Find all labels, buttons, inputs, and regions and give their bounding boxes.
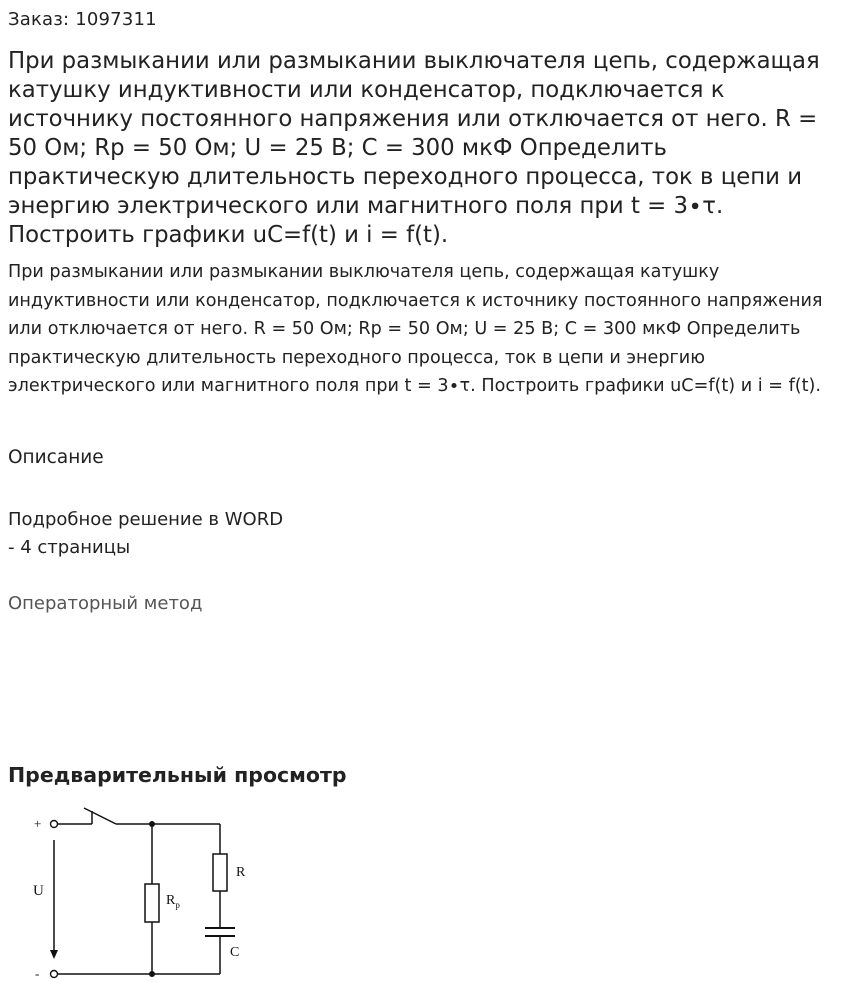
solution-format-line: Подробное решение в WORD <box>8 509 284 530</box>
plus-label: + <box>34 816 42 831</box>
method-label: Операторный метод <box>8 593 203 614</box>
minus-terminal <box>51 971 58 978</box>
rp-label-subscript: p <box>175 900 180 910</box>
page-title: При размыкании или размыкании выключателя цепь, содержащая катушку индуктивности или конденсатор, подключается к источнику постоянного напряжения или отключается от него. R = 50 Ом; Rp = 50 Ом; U = 25 В; С = 300 мкФ Определить практическую длительность переходного процесса, ток в цепи и энергию электрического или магнитного поля при t = 3∙τ. Построить графики uC=f(t) и i = f(t). <box>8 48 820 248</box>
minus-label: - <box>35 966 40 981</box>
description-heading: Описание <box>8 447 104 468</box>
order-number: Заказ: 1097311 <box>8 9 157 30</box>
source-voltage-label: U <box>33 883 44 899</box>
circuit-schematic <box>20 800 260 990</box>
switch-blade <box>84 808 116 824</box>
c-label: C <box>230 945 240 960</box>
r-label: R <box>236 865 246 880</box>
circuit-wires <box>54 808 220 974</box>
bottom-junction <box>149 971 155 977</box>
voltage-arrowhead <box>50 950 58 959</box>
plus-terminal <box>51 821 58 828</box>
resistor-r <box>213 854 227 891</box>
resistor-rp <box>145 884 159 922</box>
problem-text: При размыкании или размыкании выключателя цепь, содержащая катушку индуктивности или конденсатор, подключается к источнику постоянного напряжения или отключается от него. R = 50 Ом; Rp = 50 Ом; U = 25 В; С = 300 мкФ Определить практическую длительность переходного процесса, ток в цепи и энергию электрического или магнитного поля при t = 3∙τ. Построить графики uC=f(t) и i = f(t). <box>8 262 823 396</box>
rp-label <box>166 893 180 910</box>
rp-label-main: R <box>166 893 176 908</box>
preview-heading: Предварительный просмотр <box>8 763 347 787</box>
top-junction <box>149 821 155 827</box>
page-count-line: - 4 страницы <box>8 537 131 558</box>
